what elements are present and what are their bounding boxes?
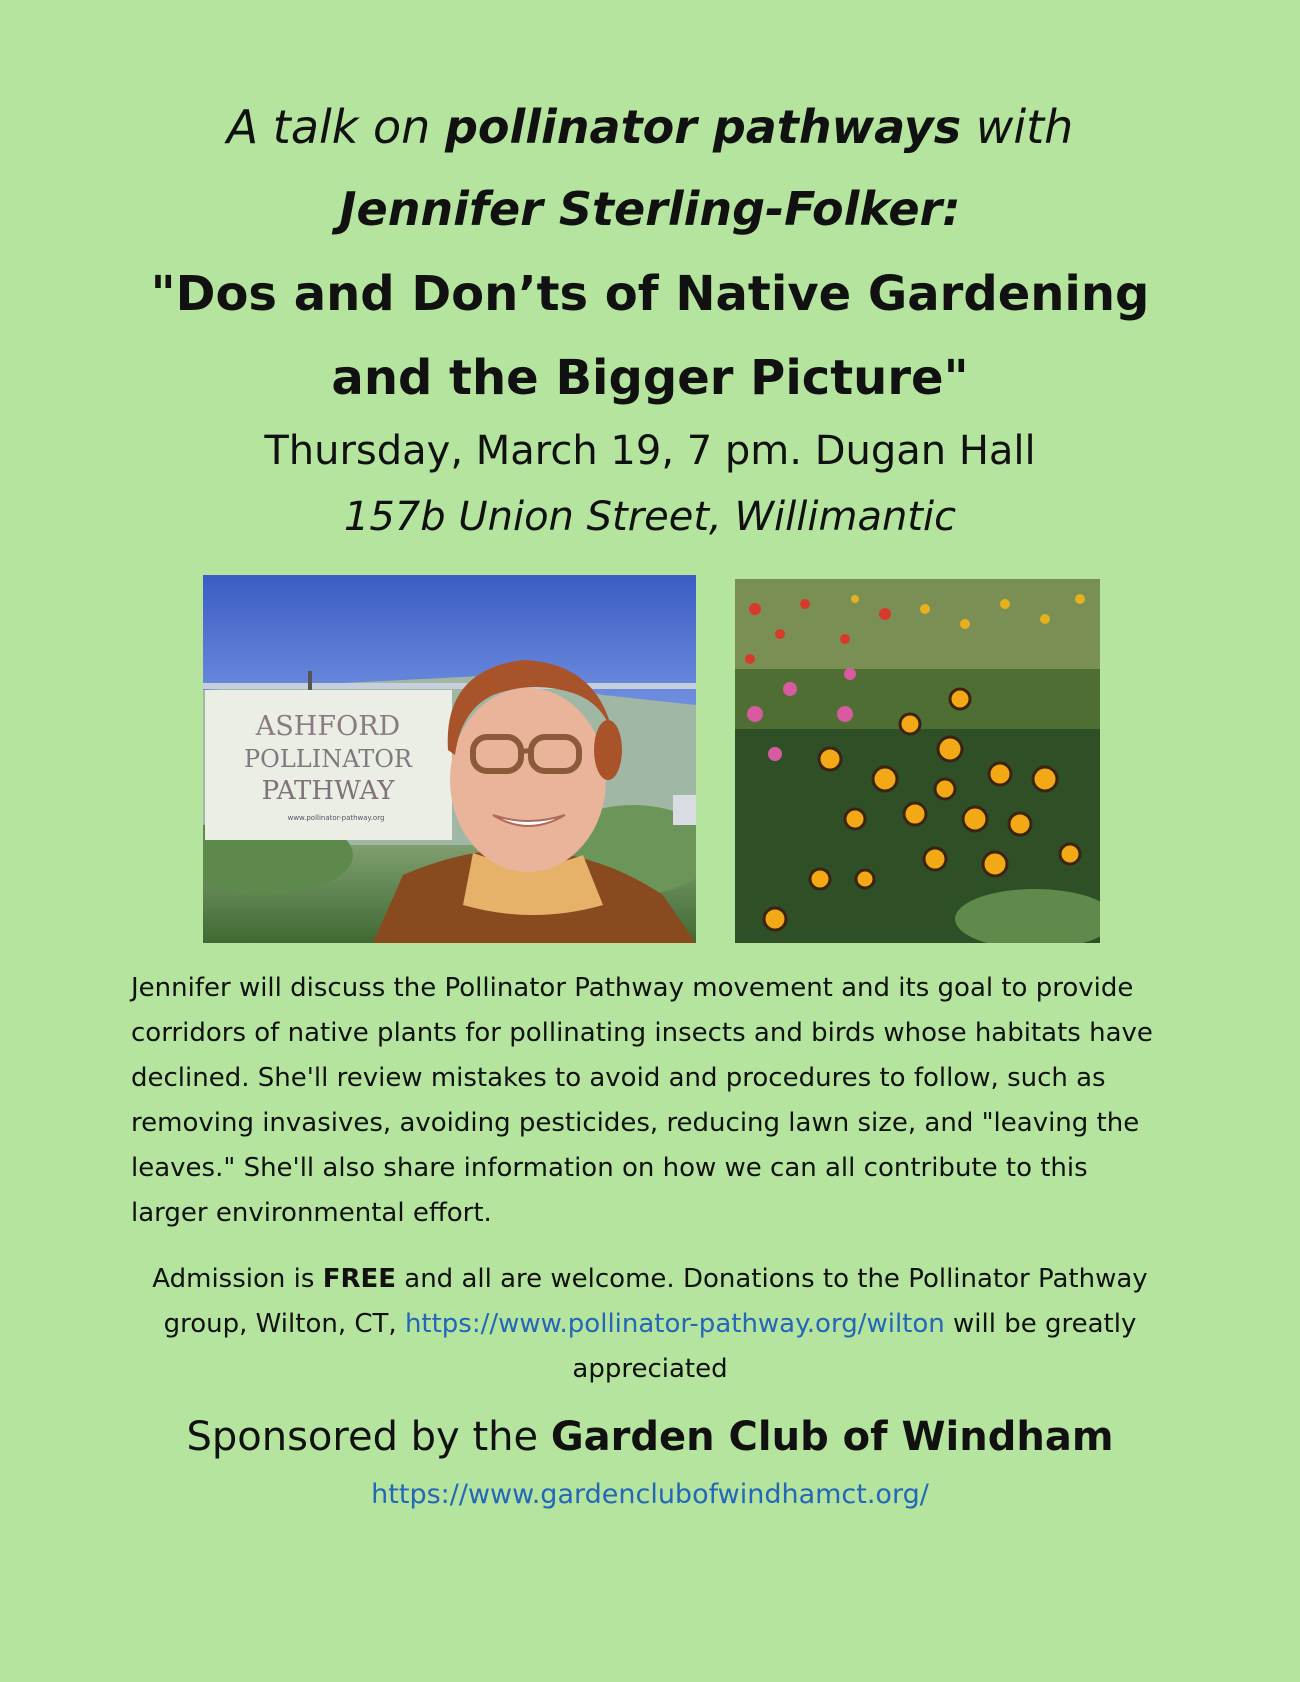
event-datetime: Thursday, March 19, 7 pm. Dugan Hall — [264, 428, 1036, 474]
speaker-photo — [203, 575, 696, 943]
banner-text-2: POLLINATOR — [244, 745, 412, 773]
admission-paragraph — [130, 1257, 1170, 1392]
admission-pre: Admission is — [152, 1264, 323, 1294]
wilton-donation-link[interactable]: https://www.pollinator-pathway.org/wilton — [404, 1309, 945, 1339]
event-address: 157b Union Street, Willimantic — [343, 494, 957, 540]
intro-post: with — [961, 100, 1074, 154]
banner-text-1: ASHFORD — [255, 711, 401, 742]
admission-free: FREE — [322, 1264, 396, 1294]
talk-title-line-2: and the Bigger Picture" — [331, 350, 969, 406]
sponsor-line — [0, 1414, 1300, 1460]
banner-url: www.pollinator-pathway.org — [287, 814, 385, 822]
speaker-photo-illustration — [203, 575, 696, 943]
intro-topic: pollinator pathways — [444, 100, 962, 154]
banner-text-3: PATHWAY — [261, 776, 395, 806]
description-paragraph: Jennifer will discuss the Pollinator Pathway movement and its goal to provide corridors of native plants for pollinating insects and birds whose habitats have declined. She'll review mistakes to avoid and procedures to follow, such as removing invasives, avoiding pesticides, reducing lawn size, and "leaving the leaves." She'll also share information on how we can all contribute to this larger environmental effort. — [131, 973, 1153, 1228]
garden-club-link[interactable]: https://www.gardenclubofwindhamct.org/ — [371, 1479, 929, 1510]
sponsor-name: Garden Club of Windham — [550, 1414, 1114, 1460]
sponsor-pre: Sponsored by the — [186, 1414, 551, 1460]
talk-title-line-1: "Dos and Don’ts of Native Gardening — [150, 266, 1150, 322]
intro-line — [0, 100, 1300, 154]
admission-post: will be greatly appreciated — [572, 1309, 1137, 1384]
speaker-name: Jennifer Sterling-Folker: — [339, 182, 961, 236]
garden-photo-illustration — [735, 579, 1100, 943]
garden-photo — [735, 579, 1100, 943]
admission-mid: and all are welcome. Donations to the Pollinator Pathway group, Wilton, CT, — [163, 1264, 1148, 1339]
intro-pre: A talk on — [226, 100, 445, 154]
